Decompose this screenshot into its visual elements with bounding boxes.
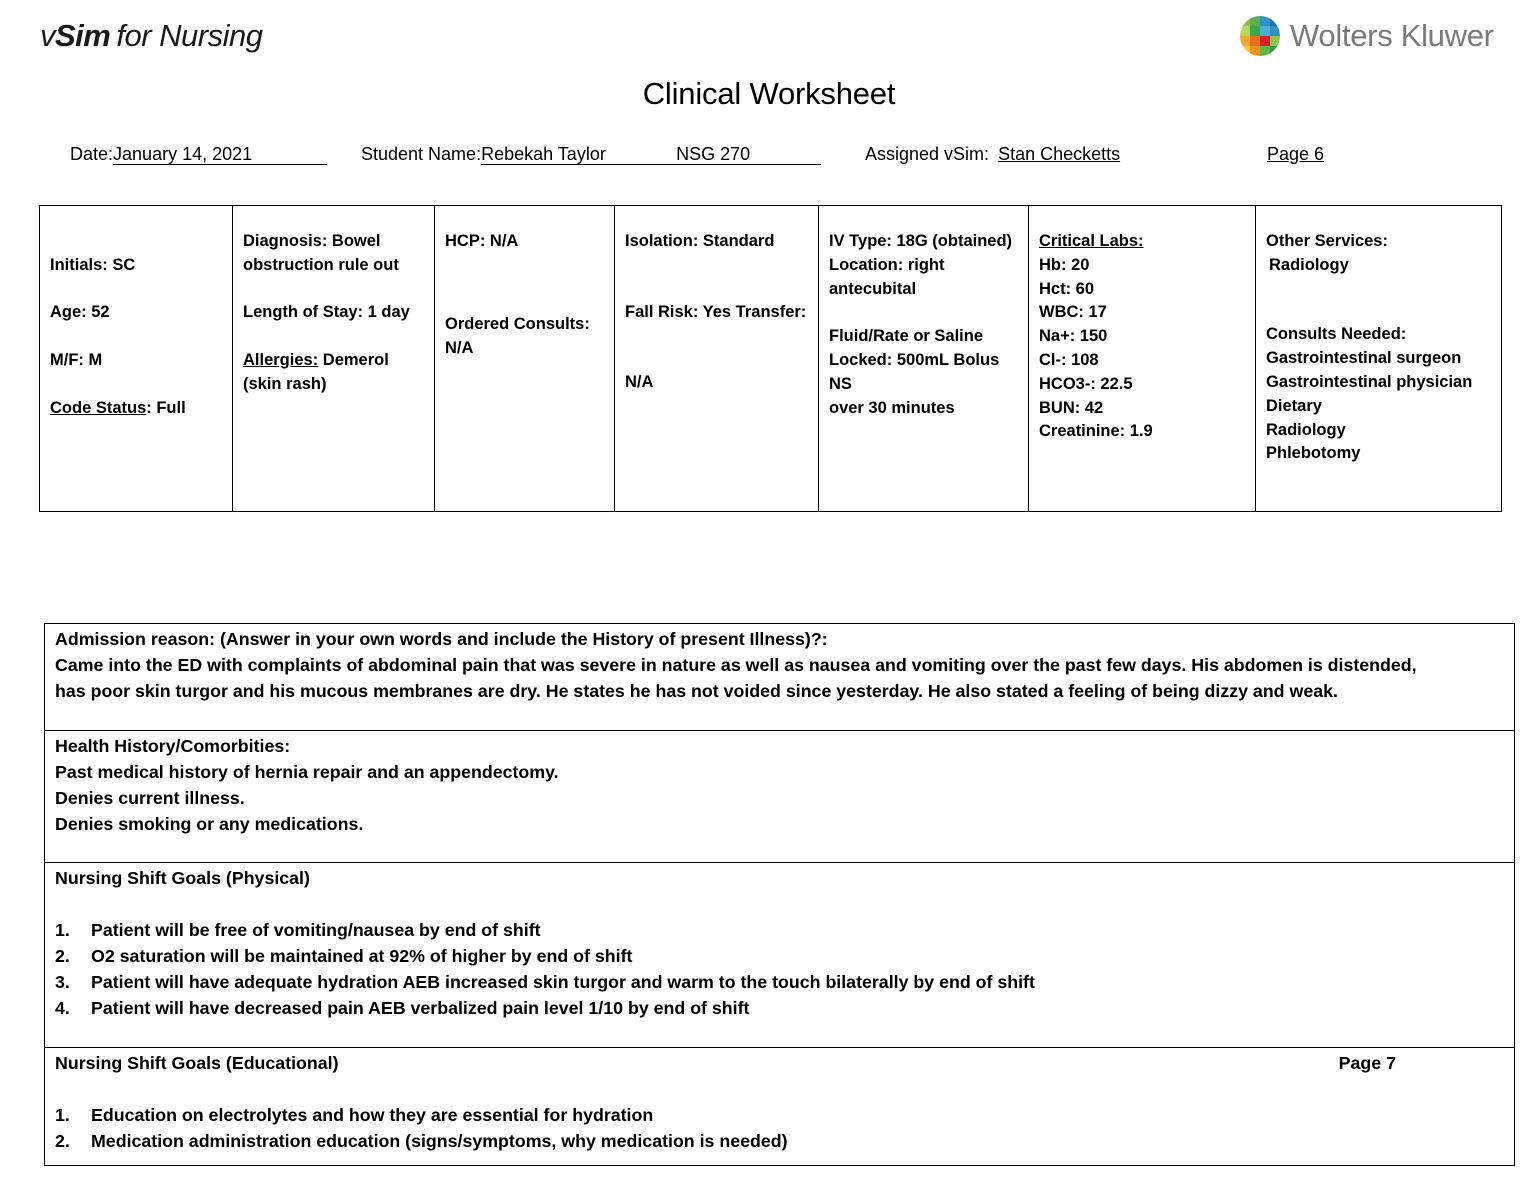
admission-text-line1: Came into the ED with complaints of abdominal pain that was severe in nature as well as nausea and vomiting over the past few days. His abdomen is distended, <box>55 655 1417 675</box>
date-label: Date: <box>70 144 114 164</box>
goal-text: Patient will have adequate hydration AEB increased skin turgor and warm to the touch bilaterally by end of shift <box>91 972 1035 992</box>
page-title: Clinical Worksheet <box>642 76 896 111</box>
page-number-top: Page 6 <box>1267 144 1325 164</box>
narrative-table <box>44 623 1515 1166</box>
physical-goals-cell <box>45 863 1515 1048</box>
age: Age: 52 <box>50 303 110 322</box>
lab-value: Hct: 60 <box>1039 279 1095 298</box>
allergies <box>243 349 424 373</box>
lab-value: Cl-: 108 <box>1039 350 1099 369</box>
iv-location: Location: right <box>829 255 945 274</box>
consult-item: Dietary <box>1266 396 1322 415</box>
fluid-rate-label: Fluid/Rate or Saline <box>829 327 984 346</box>
code-status-value: : Full <box>146 398 186 417</box>
allergies-line2: (skin rash) <box>243 374 327 393</box>
page-number-bottom: Page 7 <box>1338 1053 1396 1073</box>
health-history-cell <box>45 731 1515 863</box>
vsim-logo-v: v <box>40 18 55 53</box>
lab-value: WBC: 17 <box>1039 303 1107 322</box>
lab-value: HCO3-: 22.5 <box>1039 374 1133 393</box>
diagnosis-line1: Diagnosis: Bowel <box>243 232 381 250</box>
goal-text: Patient will be free of vomiting/nausea by end of shift <box>91 920 541 940</box>
isolation: Isolation: Standard <box>625 232 775 250</box>
code-status <box>50 397 222 421</box>
vsim-field <box>865 144 1120 165</box>
fall-risk: Fall Risk: Yes Transfer: <box>625 302 807 321</box>
allergies-value: Demerol <box>318 350 389 369</box>
course-value: NSG 270 <box>676 144 751 164</box>
goal-text: Medication administration education (signs/symptoms, why medication is needed) <box>91 1131 788 1151</box>
date-field <box>70 144 327 165</box>
iv-location-detail: antecubital <box>829 279 917 298</box>
lab-value: Creatinine: 1.9 <box>1039 422 1153 441</box>
vsim-logo-text: for Nursing <box>116 18 263 53</box>
educational-goals-header <box>55 1050 1504 1076</box>
goal-text: O2 saturation will be maintained at 92% of higher by end of shift <box>91 946 633 966</box>
ordered-consults-label: Ordered Consults: <box>445 315 590 334</box>
fluid-rate-detail: over 30 minutes <box>829 398 955 417</box>
goal-number: 2. <box>55 946 70 966</box>
publisher-name: Wolters Kluwer <box>1290 18 1494 53</box>
physical-goals-heading: Nursing Shift Goals (Physical) <box>55 868 310 888</box>
hcp-cell <box>435 206 615 512</box>
educational-goals-heading: Nursing Shift Goals (Educational) <box>55 1053 339 1073</box>
student-label: Student Name: <box>361 144 482 164</box>
lab-value: Na+: 150 <box>1039 327 1108 346</box>
patient-info-cell <box>40 206 233 512</box>
lab-value: Hb: 20 <box>1039 255 1090 274</box>
goal-text: Education on electrolytes and how they are essential for hydration <box>91 1105 654 1125</box>
list-item <box>55 943 1504 969</box>
goal-number: 2. <box>55 1131 70 1151</box>
fluid-rate-value: Locked: 500mL Bolus NS <box>829 350 1000 393</box>
iv-type: IV Type: 18G (obtained) <box>829 232 1013 250</box>
iv-cell <box>819 206 1029 512</box>
consults-needed-label: Consults Needed: <box>1266 325 1407 344</box>
other-services-cell <box>1256 206 1502 512</box>
goal-number: 1. <box>55 920 70 940</box>
history-line: Past medical history of hernia repair and an appendectomy. <box>55 762 559 782</box>
goal-number: 1. <box>55 1105 70 1125</box>
isolation-cell <box>615 206 819 512</box>
initials: Initials: SC <box>50 255 136 274</box>
educational-goals-list <box>55 1102 1504 1154</box>
date-value: January 14, 2021 <box>113 144 253 164</box>
student-field <box>361 144 821 165</box>
allergies-label: Allergies: <box>243 350 319 369</box>
patient-summary-table <box>39 205 1502 512</box>
ordered-consults-value: N/A <box>445 339 474 358</box>
date-value-line <box>113 144 327 165</box>
consult-item: Gastrointestinal surgeon <box>1266 349 1462 368</box>
history-line: Denies smoking or any medications. <box>55 814 364 834</box>
sex: M/F: M <box>50 350 103 369</box>
publisher-logo <box>1238 14 1494 58</box>
goal-number: 3. <box>55 972 70 992</box>
goal-number: 4. <box>55 998 70 1018</box>
consult-item: Gastrointestinal physician <box>1266 372 1473 391</box>
goal-text: Patient will have decreased pain AEB verbalized pain level 1/10 by end of shift <box>91 998 750 1018</box>
vsim-value: Stan Checketts <box>998 144 1121 164</box>
admission-text-line2: has poor skin turgor and his mucous membranes are dry. He states he has not voided since yesterday. He also stated a feeling of being dizzy and weak. <box>55 681 1338 701</box>
lab-value: BUN: 42 <box>1039 398 1104 417</box>
transfer-value: N/A <box>625 373 654 392</box>
educational-goals-cell <box>45 1048 1515 1166</box>
other-services-label: Other Services: <box>1266 232 1388 250</box>
history-line: Denies current illness. <box>55 788 245 808</box>
list-item <box>55 917 1504 943</box>
student-value-line <box>481 144 821 165</box>
hcp: HCP: N/A <box>445 232 519 250</box>
diagnosis-cell <box>233 206 435 512</box>
length-of-stay: Length of Stay: 1 day <box>243 303 410 322</box>
diagnosis-line2: obstruction rule out <box>243 255 399 274</box>
admission-heading: Admission reason: (Answer in your own words and include the History of present Illness)?: <box>55 629 828 649</box>
list-item <box>55 969 1504 995</box>
consult-item: Phlebotomy <box>1266 444 1361 463</box>
vsim-logo <box>40 18 262 54</box>
list-item <box>55 1102 1504 1128</box>
list-item <box>55 1128 1504 1154</box>
critical-labs-cell <box>1029 206 1256 512</box>
consult-item: Radiology <box>1266 420 1346 439</box>
other-services-value: Radiology <box>1269 255 1349 274</box>
wolters-kluwer-globe-icon <box>1238 14 1282 58</box>
admission-reason-cell <box>45 624 1515 731</box>
vsim-logo-sim: Sim <box>55 18 111 53</box>
vsim-label: Assigned vSim: <box>865 144 990 164</box>
list-item <box>55 995 1504 1021</box>
student-value: Rebekah Taylor <box>481 144 606 164</box>
history-heading: Health History/Comorbities: <box>55 736 291 756</box>
critical-labs-label: Critical Labs: <box>1039 232 1144 250</box>
physical-goals-list <box>55 917 1504 1021</box>
code-status-label: Code Status <box>50 398 147 417</box>
